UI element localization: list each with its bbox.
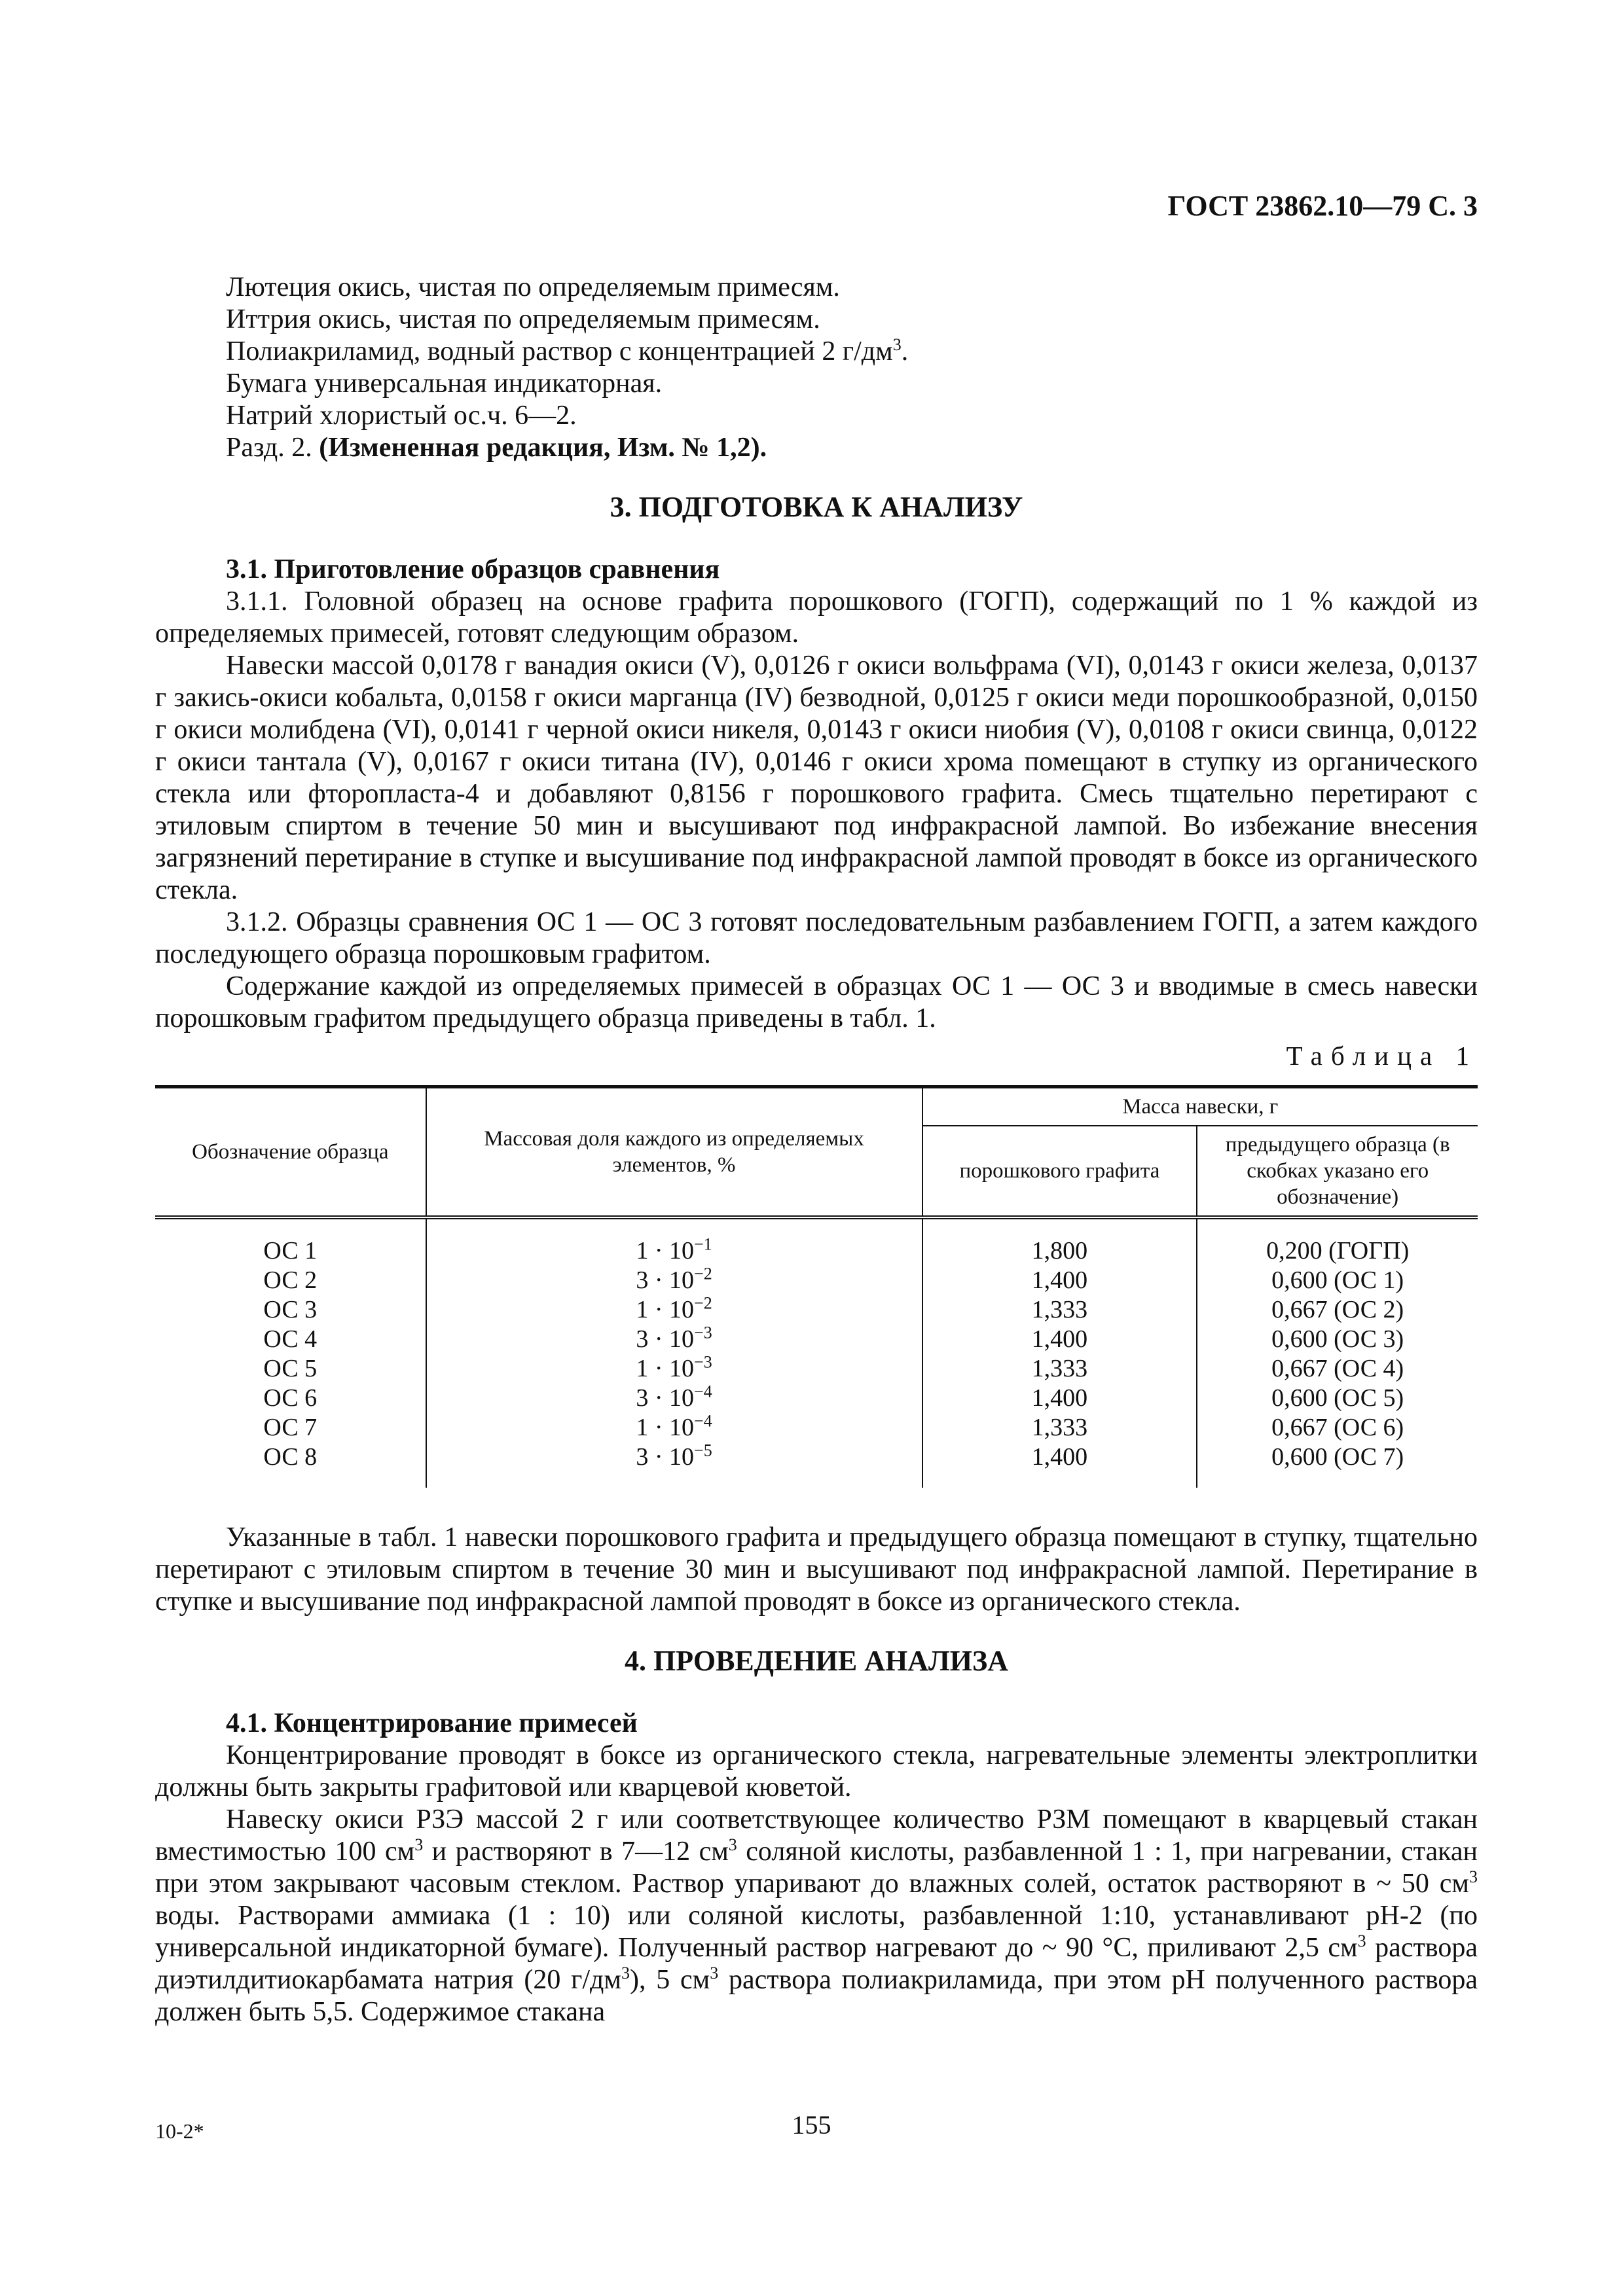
fraction-coef: 3 · 10	[636, 1266, 695, 1294]
cell-graphite: 1,400	[922, 1384, 1197, 1413]
header-fraction: Массовая доля каждого из определяемых элементов, %	[426, 1087, 922, 1218]
table-row	[155, 1266, 1478, 1295]
fraction-coef: 1 · 10	[636, 1355, 695, 1382]
table-row	[155, 1325, 1478, 1354]
cell-previous: 0,200 (ГОГП)	[1197, 1217, 1478, 1266]
cell-previous: 0,667 (ОС 4)	[1197, 1354, 1478, 1384]
cell-graphite: 1,333	[922, 1354, 1197, 1384]
header-previous: предыдущего образца (в скобках указано его обозначение)	[1197, 1126, 1478, 1217]
fraction-coef: 1 · 10	[636, 1237, 695, 1265]
fraction-exp: −1	[694, 1234, 712, 1254]
paragraph-3-1-2: 3.1.2. Образцы сравнения ОС 1 — ОС 3 готовят последовательным разбавлением ГОГП, а затем каждого последующего образца порошковым графитом.	[155, 907, 1478, 969]
footer-signature: 10-2*	[155, 2119, 204, 2143]
cell-fraction	[426, 1443, 922, 1488]
paragraph-after-table: Указанные в табл. 1 навески порошкового графита и предыдущего образца помещают в ступку, тщательно перетирают с этиловым спиртом в течение 30 мин и высушивают под инфракрасной лампой. Перетирание в ступке и высушивание под инфракрасной лампой проводят в боксе из органического стекла.	[155, 1522, 1478, 1617]
text-run: соляной кислоты, разбавленной 1 : 1, при нагревании, стакан при этом закрывают часовым стеклом. Раствор упаривают до влажных солей, остаток растворяют в ~ 50 см	[155, 1837, 1478, 1899]
superscript: 3	[1357, 1931, 1366, 1950]
cell-fraction	[426, 1413, 922, 1443]
cell-sample: ОС 2	[263, 1266, 318, 1294]
cell-sample: ОС 8	[263, 1443, 318, 1471]
cell-fraction	[426, 1384, 922, 1413]
cell-sample: ОС 4	[263, 1325, 318, 1353]
paragraph-4-1-b	[155, 1804, 1478, 2028]
cell-previous: 0,600 (ОС 5)	[1197, 1384, 1478, 1413]
cell-fraction	[426, 1217, 922, 1266]
header-sample: Обозначение образца	[155, 1087, 426, 1218]
fraction-exp: −4	[694, 1382, 712, 1401]
subsection-3-1-title: 3.1. Приготовление образцов сравнения	[226, 554, 720, 584]
cell-graphite: 1,400	[922, 1443, 1197, 1488]
paragraph-3-1-1: 3.1.1. Головной образец на основе графита порошкового (ГОГП), содержащий по 1 % каждой из определяемых примесей, готовят следующим образом.	[155, 586, 1478, 649]
reagent-item: Лютеция окись, чистая по определяемым примесям.	[226, 272, 840, 302]
reagent-end: .	[901, 336, 909, 367]
cell-previous: 0,667 (ОС 2)	[1197, 1295, 1478, 1325]
header-graphite: порошкового графита	[922, 1126, 1197, 1217]
paragraph-content: Содержание каждой из определяемых примесей в образцах ОС 1 — ОС 3 и вводимые в смесь навески порошковым графитом предыдущего образца приведены в табл. 1.	[155, 971, 1478, 1033]
fraction-coef: 1 · 10	[636, 1414, 695, 1441]
superscript: 3	[892, 335, 902, 354]
cell-graphite: 1,333	[922, 1295, 1197, 1325]
amendment-note	[155, 432, 1478, 464]
cell-fraction	[426, 1266, 922, 1295]
table-1	[155, 1085, 1478, 1488]
paragraph-weights: Навески массой 0,0178 г ванадия окиси (V), 0,0126 г окиси вольфрама (VI), 0,0143 г окиси железа, 0,0137 г закись-окиси кобальта, 0,0158 г окиси марганца (IV) безводной, 0,0125 г окиси меди порошкообразной, 0,0150 г окиси молибдена (VI), 0,0141 г черной окиси никеля, 0,0143 г окиси ниобия (V), 0,0108 г окиси свинца, 0,0122 г окиси тантала (V), 0,0167 г окиси титана (IV), 0,0146 г окиси хрома помещают в ступку из органического стекла или фторопласта-4 и добавляют 0,8156 г порошкового графита. Смесь тщательно перетирают с этиловым спиртом в течение 50 мин и высушивают под инфракрасной лампой. Во избежание внесения загрязнений перетирание в ступке и высушивание под инфракрасной лампой проводят в боксе из органического стекла.	[155, 651, 1478, 905]
page-number: 155	[792, 2110, 831, 2140]
amendment-bold: (Измененная редакция, Изм. № 1,2).	[319, 433, 767, 463]
cell-previous: 0,600 (ОС 3)	[1197, 1325, 1478, 1354]
cell-previous: 0,600 (ОС 1)	[1197, 1266, 1478, 1295]
text-run: ), 5 см	[629, 1965, 710, 1995]
text-run: и растворяют в 7—12 см	[423, 1837, 729, 1867]
reagent-text: Полиакриламид, водный раствор с концентрацией 2 г/дм	[226, 336, 893, 367]
paragraph-4-1-a: Концентрирование проводят в боксе из органического стекла, нагревательные элементы электроплитки должны быть закрыты графитовой или кварцевой кюветой.	[155, 1740, 1478, 1803]
text-run: раствора диэтилдитиокарбамата натрия (20 г/дм	[155, 1933, 1478, 1995]
cell-fraction	[426, 1325, 922, 1354]
reagent-item: Натрий хлористый ос.ч. 6—2.	[226, 401, 577, 431]
table-row	[155, 1384, 1478, 1413]
fraction-coef: 1 · 10	[636, 1296, 695, 1323]
superscript: 3	[621, 1964, 630, 1982]
superscript: 3	[710, 1964, 719, 1982]
table-row	[155, 1354, 1478, 1384]
reagent-item: Иттрия окись, чистая по определяемым примесям.	[226, 304, 820, 334]
table-row	[155, 1443, 1478, 1488]
fraction-exp: −2	[694, 1264, 712, 1283]
cell-graphite: 1,333	[922, 1413, 1197, 1443]
cell-sample: ОС 1	[263, 1237, 318, 1265]
cell-fraction	[426, 1295, 922, 1325]
table-row	[155, 1413, 1478, 1443]
subsection-4-1-title: 4.1. Концентрирование примесей	[226, 1708, 638, 1738]
header-mass: Масса навески, г	[922, 1087, 1478, 1126]
fraction-coef: 3 · 10	[636, 1443, 695, 1471]
text-run: раствора полиакриламида, при этом рН полученного раствора должен быть 5,5. Содержимое стакана	[155, 1965, 1478, 2027]
reagent-list	[155, 272, 1478, 464]
table-row	[155, 1295, 1478, 1325]
text-run: Навеску окиси РЗЭ массой 2 г или соответствующее количество РЗМ помещают в кварцевый стакан вместимостью 100 см	[155, 1804, 1478, 1867]
cell-sample: ОС 6	[263, 1384, 318, 1412]
fraction-exp: −3	[694, 1352, 712, 1372]
fraction-exp: −3	[694, 1323, 712, 1342]
cell-previous: 0,600 (ОС 7)	[1197, 1443, 1478, 1488]
cell-sample: ОС 5	[263, 1355, 318, 1382]
cell-sample: ОС 7	[263, 1414, 318, 1441]
table-row	[155, 1217, 1478, 1266]
section-3-title: 3. ПОДГОТОВКА К АНАЛИЗУ	[610, 491, 1023, 523]
fraction-coef: 3 · 10	[636, 1325, 695, 1353]
table-caption: Таблица 1	[1286, 1041, 1478, 1071]
cell-graphite: 1,800	[922, 1217, 1197, 1266]
cell-fraction	[426, 1354, 922, 1384]
amendment-prefix: Разд. 2.	[226, 433, 319, 463]
cell-graphite: 1,400	[922, 1266, 1197, 1295]
fraction-exp: −2	[694, 1293, 712, 1313]
reagent-item: Бумага универсальная индикаторная.	[226, 368, 663, 399]
fraction-coef: 3 · 10	[636, 1384, 695, 1412]
superscript: 3	[728, 1835, 737, 1854]
reagent-item	[155, 336, 1478, 368]
superscript: 3	[414, 1835, 424, 1854]
cell-previous: 0,667 (ОС 6)	[1197, 1413, 1478, 1443]
section-4-title: 4. ПРОВЕДЕНИЕ АНАЛИЗА	[625, 1645, 1008, 1677]
cell-sample: ОС 3	[263, 1296, 318, 1323]
fraction-exp: −5	[694, 1441, 712, 1460]
superscript: 3	[1469, 1867, 1478, 1886]
cell-graphite: 1,400	[922, 1325, 1197, 1354]
fraction-exp: −4	[694, 1411, 712, 1431]
page-header: ГОСТ 23862.10—79 С. 3	[1167, 190, 1478, 222]
text-run: воды. Растворами аммиака (1 : 10) или соляной кислоты, разбавленной 1:10, устанавливают рН-2 (по универсальной индикаторной бумаге). Полученный раствор нагревают до ~ 90 °С, приливают 2,5 см	[155, 1901, 1478, 1963]
